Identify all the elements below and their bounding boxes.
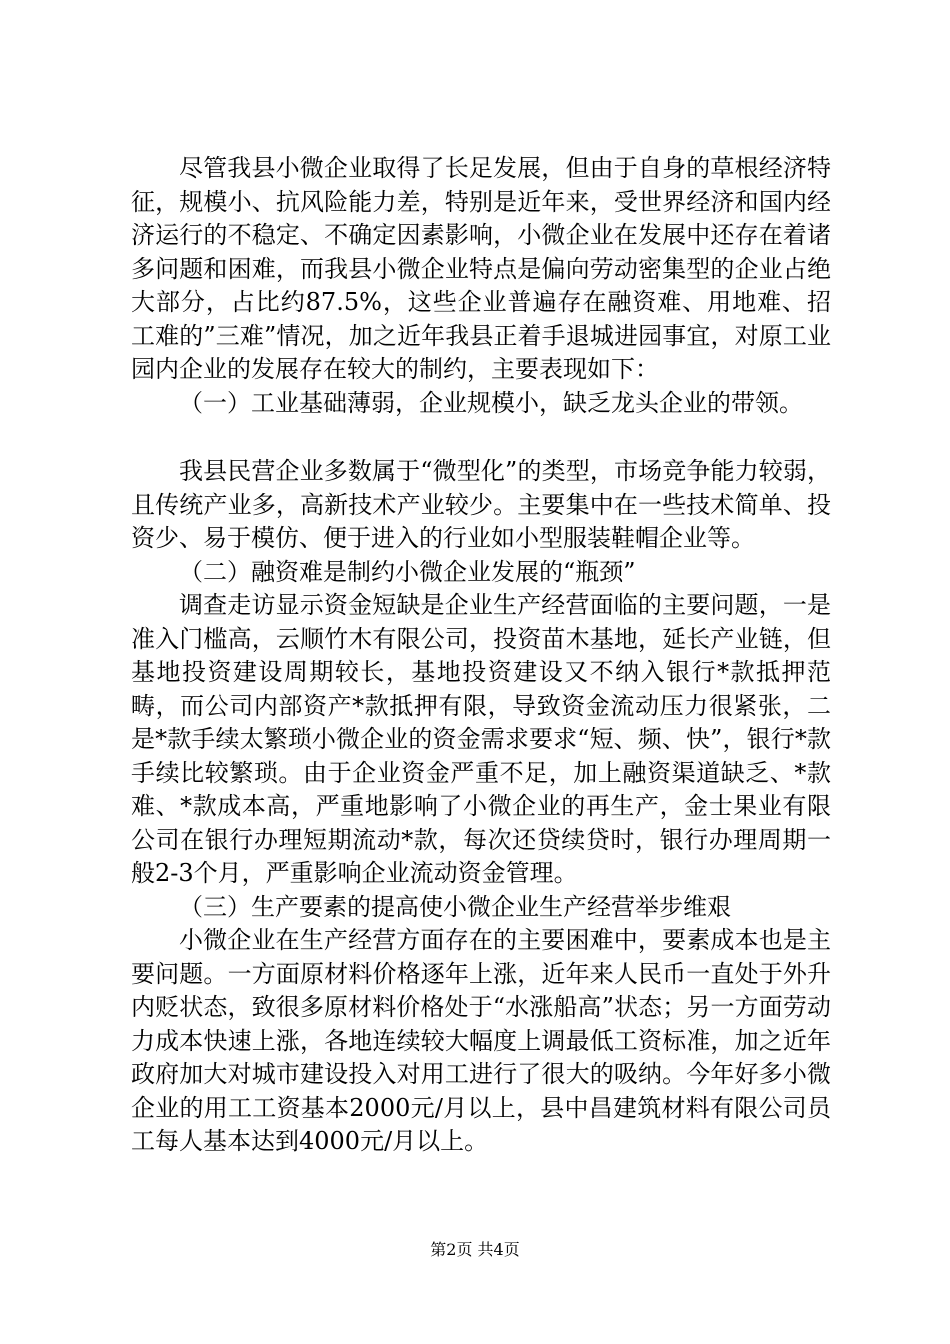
section-heading-1: （一）工业基础薄弱，企业规模小，缺乏龙头企业的带领。	[179, 388, 803, 417]
paragraph-intro: 尽管我县小微企业取得了长足发展，但由于自身的草根经济特征，规模小、抗风险能力差，特别是近年来，受世界经济和国内经济运行的不稳定、不确定因素影响，小微企业在发展中还存在着诸多问题和困难，而我县小微企业特点是偏向劳动密集型的企业占绝大部分，占比约87.5%，这些企业普遍存在融资难、用地难、招工难的”三难”情况，加之近年我县正着手退城进园事宜，对原工业园内企业的发展存在较大的制约，主要表现如下：	[131, 154, 831, 383]
paragraph-section-1: 我县民营企业多数属于“微型化”的类型，市场竞争能力较弱，且传统产业多，高新技术产业较少。主要集中在一些技术简单、投资少、易于模仿、便于进入的行业如小型服装鞋帽企业等。	[131, 457, 831, 552]
paragraph-section-2: 调查走访显示资金短缺是企业生产经营面临的主要问题，一是准入门槛高，云顺竹木有限公司，投资苗木基地，延长产业链，但基地投资建设周期较长，基地投资建设又不纳入银行*款抵押范畴，而公司内部资产*款抵押有限，导致资金流动压力很紧张，二是*款手续太繁琐小微企业的资金需求要求“短、频、快”，银行*款手续比较繁琐。由于企业资金严重不足，加上融资渠道缺乏、*款难、*款成本高，严重地影响了小微企业的再生产，金士果业有限公司在银行办理短期流动*款，每次还贷续贷时，银行办理周期一般2-3个月，严重影响企业流动资金管理。	[131, 591, 831, 887]
page-number-footer: 第2页 共4页	[430, 1240, 520, 1259]
section-heading-2: （二）融资难是制约小微企业发展的“瓶颈”	[179, 557, 636, 586]
section-heading-3: （三）生产要素的提高使小微企业生产经营举步维艰	[179, 892, 731, 921]
blank-line	[131, 420, 831, 455]
paragraph-section-3: 小微企业在生产经营方面存在的主要困难中，要素成本也是主要问题。一方面原材料价格逐年上涨，近年来人民币一直处于外升内贬状态，致很多原材料价格处于“水涨船高”状态；另一方面劳动力成本快速上涨，各地连续较大幅度上调最低工资标准，加之近年政府加大对城市建设投入对用工进行了很大的吸纳。今年好多小微企业的用工工资基本2000元/月以上，县中昌建筑材料有限公司员工每人基本达到4000元/月以上。	[131, 926, 831, 1155]
document-body	[131, 152, 831, 1159]
